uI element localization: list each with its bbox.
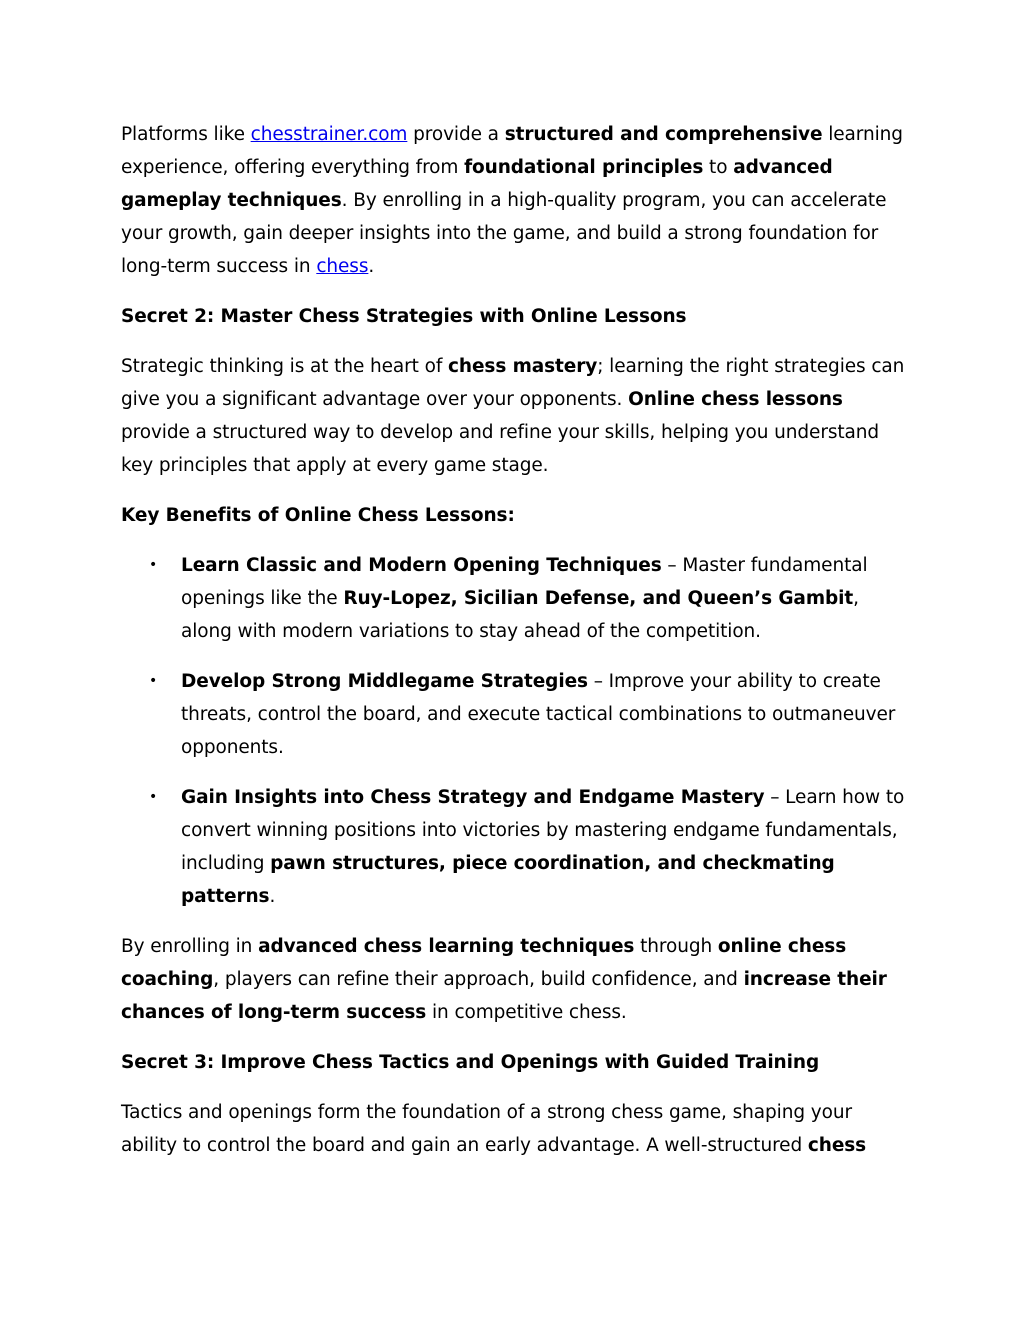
benefit-text: . bbox=[269, 886, 276, 907]
s3-bold-1: chess bbox=[807, 1135, 867, 1156]
benefit-text: – Improve your ability to create threats, control the board, and execute tactical combinations to outmaneuver opponents. bbox=[181, 671, 896, 758]
intro-paragraph bbox=[121, 118, 911, 283]
coaching-paragraph bbox=[121, 930, 911, 1029]
benefit-bold: Ruy-Lopez, Sicilian Defense, and Queen’s Gambit bbox=[343, 588, 854, 609]
p2-text-2: through bbox=[634, 936, 718, 957]
s2-text-1: Strategic thinking is at the heart of bbox=[121, 356, 449, 377]
intro-text-6: . bbox=[368, 256, 375, 277]
benefit-text: , along with modern variations to stay ahead of the competition. bbox=[181, 588, 859, 642]
intro-bold-3: advanced gameplay techniques bbox=[121, 157, 833, 211]
chesstrainer-link[interactable]: chesstrainer.com bbox=[250, 124, 408, 145]
p2-text-4: in competitive chess. bbox=[426, 1002, 627, 1023]
benefit-text: – Learn how to convert winning positions into victories by mastering endgame fundamentals, including bbox=[181, 787, 905, 874]
s2-bold-1: chess mastery bbox=[448, 356, 598, 377]
intro-text-5: . By enrolling in a high-quality program, you can accelerate your growth, gain deeper insights into the game, and build a strong foundation for long-term success in bbox=[121, 190, 887, 277]
benefits-heading: Key Benefits of Online Chess Lessons: bbox=[121, 505, 515, 526]
s2-bold-2: Online chess lessons bbox=[628, 389, 843, 410]
benefit-title: Learn Classic and Modern Opening Techniques bbox=[181, 555, 662, 576]
list-item bbox=[121, 665, 911, 764]
benefit-bold: pawn structures, piece coordination, and checkmating patterns bbox=[181, 853, 835, 907]
intro-text-2: provide a bbox=[407, 124, 505, 145]
p2-bold-2: online chess coaching bbox=[121, 936, 847, 990]
bullet-icon: • bbox=[149, 557, 158, 573]
intro-bold-2: foundational principles bbox=[464, 157, 704, 178]
p2-text-3: , players can refine their approach, build confidence, and bbox=[213, 969, 744, 990]
bullet-icon: • bbox=[149, 673, 158, 689]
p2-bold-3: increase their chances of long-term success bbox=[121, 969, 887, 1023]
bullet-icon: • bbox=[149, 789, 158, 805]
p2-bold-1: advanced chess learning techniques bbox=[258, 936, 635, 957]
intro-text-4: to bbox=[703, 157, 734, 178]
p2-text-1: By enrolling in bbox=[121, 936, 259, 957]
s3-text-1: Tactics and openings form the foundation of a strong chess game, shaping your ability to control the board and gain an early advantage. A well-structured bbox=[121, 1102, 852, 1156]
intro-text-3: learning experience, offering everything from bbox=[121, 124, 903, 178]
list-item bbox=[121, 549, 911, 648]
list-item bbox=[121, 781, 911, 913]
s2-text-3: provide a structured way to develop and refine your skills, helping you understand key principles that apply at every game stage. bbox=[121, 422, 880, 476]
benefit-title: Develop Strong Middlegame Strategies bbox=[181, 671, 588, 692]
secret-3-heading: Secret 3: Improve Chess Tactics and Openings with Guided Training bbox=[121, 1052, 820, 1073]
secret-3-paragraph bbox=[121, 1096, 911, 1162]
intro-bold-1: structured and comprehensive bbox=[504, 124, 823, 145]
s2-text-2: ; learning the right strategies can give you a significant advantage over your opponents. bbox=[121, 356, 905, 410]
benefit-title: Gain Insights into Chess Strategy and Endgame Mastery bbox=[181, 787, 765, 808]
secret-2-paragraph bbox=[121, 350, 911, 482]
benefit-text: – Master fundamental openings like the bbox=[181, 555, 868, 609]
document-page bbox=[121, 118, 911, 1179]
intro-text-1: Platforms like bbox=[121, 124, 251, 145]
chess-link[interactable]: chess bbox=[316, 256, 369, 277]
secret-2-heading: Secret 2: Master Chess Strategies with Online Lessons bbox=[121, 306, 687, 327]
benefits-list bbox=[121, 549, 911, 913]
